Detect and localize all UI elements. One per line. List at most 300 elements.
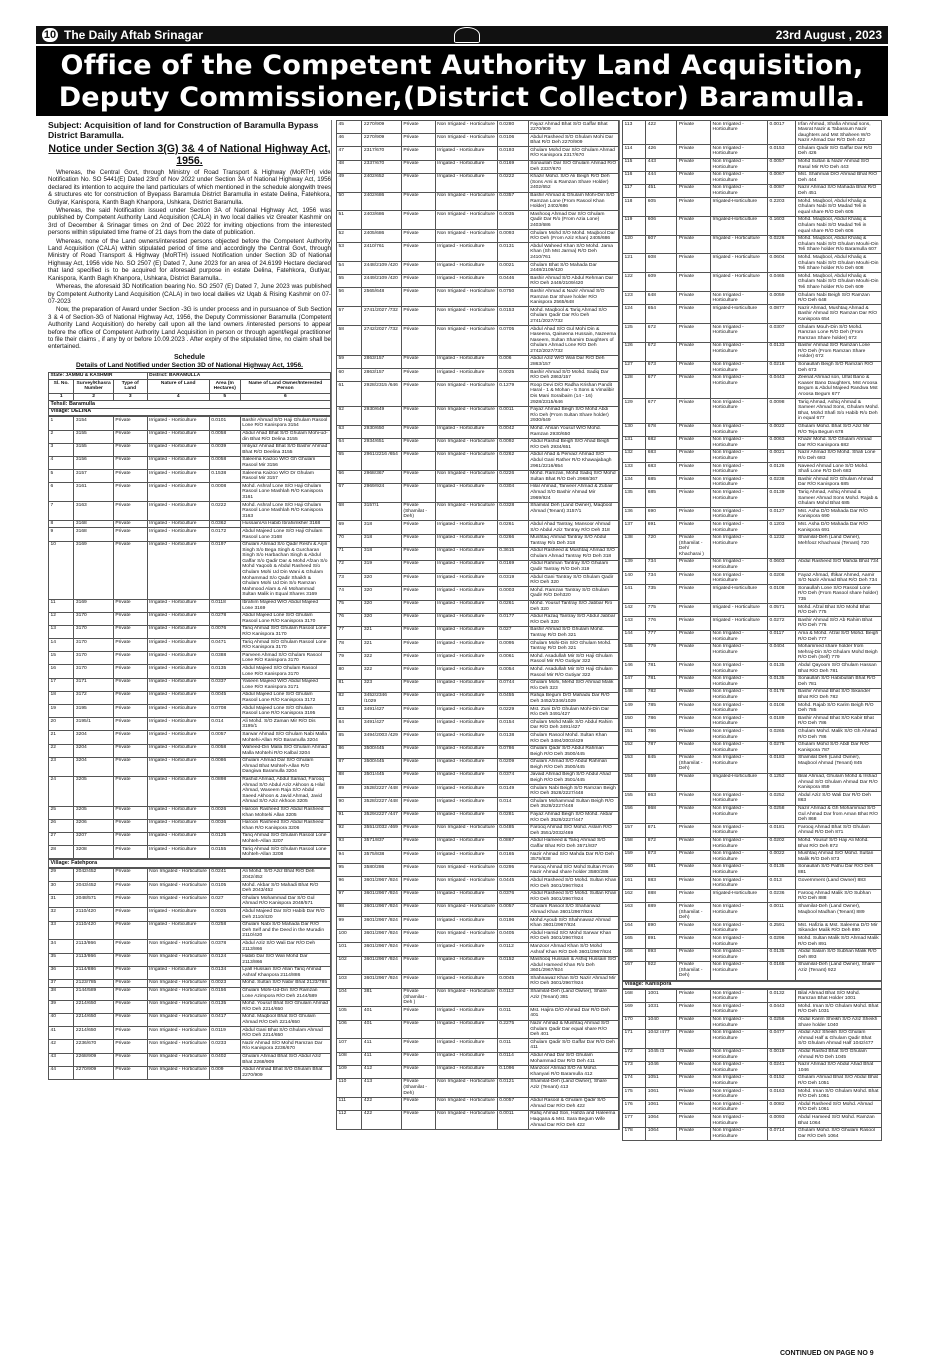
table-cell: Irrigated - Horticulture xyxy=(435,1020,497,1039)
table-cell: Abdul Hamid S/O Mohd Sarwar Khan R/O Deh 3601/2967/924 xyxy=(528,930,618,943)
table-cell: 321 xyxy=(362,640,401,653)
table-cell: Private xyxy=(401,956,435,975)
table-cell: Sonaullah S/O Pathu Dar R/O Deh 881 xyxy=(796,863,882,876)
table-cell: 0.0241 xyxy=(209,868,240,881)
table-cell: 2934/651 xyxy=(362,438,401,451)
table-cell: Non Irrigated - Horticulture xyxy=(711,792,768,805)
table-cell: 84 xyxy=(337,719,362,732)
table-cell: Tariq Ahmad, Ashiq Ahmad & Sameer Ahmad Sons, Ghulam Mohd. Bhat, Mohd Shafi S/o Habib R/o Deh in equal 677 xyxy=(796,399,882,423)
table-cell: 0.0138 xyxy=(497,732,528,745)
table-cell: 0.0443 xyxy=(768,374,796,398)
table-cell: Non Irrigated - Horticulture xyxy=(711,630,768,643)
table-cell: Abdul Hameed & Tariq Ahmad S/O Gaffar Bhat R/O Deh 3571/837 xyxy=(528,837,618,850)
table-row xyxy=(49,639,331,652)
table-row xyxy=(337,451,619,470)
table-cell: 16 xyxy=(49,665,74,678)
table-cell: Rashid Ahmad, Abdul Samad, Farooq Ahmad S/O Abdul Aziz Akhoon & Hilal Ahmad, Waseem Raja S/O Abdul Saeed Akhoon & Javid Ahmad, Javid Ahmad S/O Aziz Akhoon 3205 xyxy=(240,776,330,806)
table-cell: Non Irrigated - Horticulture xyxy=(711,145,768,158)
table-cell: Tariq Ahmad S/O Ghulam Rasool Lone Mohteh-Allan 3208 xyxy=(240,846,330,859)
table-cell: Irrigated - Horticulture xyxy=(435,275,497,288)
table-cell: Abdul Rasool & Ghulam Qadir S/O Ahmad Dar R/O Deh 422 xyxy=(528,1097,618,1110)
table-cell: 0.0262 xyxy=(497,451,528,470)
table-row xyxy=(337,988,619,1007)
table-cell: 42 xyxy=(49,1040,74,1053)
table-row xyxy=(623,675,882,688)
table-cell: Private xyxy=(677,824,711,837)
table-cell: Bashir Ahmad S/O Ramzan Lone R/O Deh (From Ramzan Share Holder) 672 xyxy=(796,342,882,361)
table-cell: 0.0477 xyxy=(768,1029,796,1048)
table-cell: 170 xyxy=(623,1016,646,1029)
table-row xyxy=(337,307,619,326)
table-cell: Private xyxy=(401,134,435,147)
table-cell: 3170 xyxy=(74,612,113,625)
table-cell: 0.0178 xyxy=(768,688,796,701)
table-cell: Private xyxy=(113,456,147,469)
table-cell: 89 xyxy=(337,785,362,798)
table-cell: Ghulam Mohi, Mehd S/O Ahmad Malik R/o Deh 323 xyxy=(528,679,618,692)
table-cell: 20 xyxy=(49,718,74,731)
table-cell: Irrigated - Horticulture xyxy=(147,705,209,718)
table-cell: 0.0295 xyxy=(497,864,528,877)
table-cell: 0.0362 xyxy=(209,520,240,528)
table-cell: 11 xyxy=(49,599,74,612)
table-cell: 0.0057 xyxy=(497,903,528,916)
table-row xyxy=(49,868,331,881)
table-cell: Mohd. Asadullah Mir S/O Haji Ghulam Rasool Mir R/O Gutiyar 322 xyxy=(528,666,618,679)
table-cell: 1040 xyxy=(646,1016,677,1029)
table-cell: 422 xyxy=(362,1110,401,1129)
schedule-table-header xyxy=(48,372,331,417)
table-cell: 119 xyxy=(623,216,646,235)
table-cell: 2113/866 xyxy=(74,953,113,966)
table-cell: Private xyxy=(401,483,435,502)
table-cell: 137 xyxy=(623,521,646,534)
table-cell: Private xyxy=(677,198,711,217)
column-number: 3 xyxy=(113,393,147,401)
table-cell: Manzoor Ahmad Khan S/O Mohd Ashraf Khan R/O Deh 3601/2967/924 xyxy=(528,943,618,956)
table-cell: Non Irrigated - Horticulture xyxy=(711,903,768,922)
table-row xyxy=(49,921,331,940)
table-cell: 0.0258 xyxy=(768,805,796,824)
table-cell: 2043/452 xyxy=(74,882,113,895)
table-cell: Non Irrigated - Horticulture xyxy=(711,184,768,197)
table-row xyxy=(623,890,882,903)
table-cell: Irrigated - Horticulture xyxy=(147,625,209,638)
table-cell: 0.0011 xyxy=(497,1110,528,1129)
table-cell: Irrigated - Horticulture xyxy=(147,691,209,704)
table-cell: Irrigated - Horticulture xyxy=(435,692,497,705)
table-row xyxy=(623,824,882,837)
table-cell: 0.0278 xyxy=(209,612,240,625)
table-cell: Abdul Gani Tantray S/O Ghulam Qadir R/O Deh 320 xyxy=(528,574,618,587)
schedule-table-col3-village3 xyxy=(622,981,882,990)
table-cell: Private xyxy=(677,1003,711,1016)
table-row xyxy=(623,198,882,217)
table-cell: Private xyxy=(401,307,435,326)
table-cell: 39 xyxy=(49,1000,74,1013)
table-cell: 786 xyxy=(646,728,677,741)
table-row xyxy=(337,134,619,147)
table-cell: Non Irrigated - Horticulture xyxy=(711,935,768,948)
table-cell: 0.0337 xyxy=(209,678,240,691)
table-cell: 109 xyxy=(337,1065,362,1078)
table-cell: 0.0061 xyxy=(497,653,528,666)
table-row xyxy=(337,1039,619,1052)
table-cell: Non Irrigated - Horticulture xyxy=(711,423,768,436)
table-cell: Private xyxy=(401,147,435,160)
table-row xyxy=(623,145,882,158)
table-cell: 0.0057 xyxy=(768,158,796,171)
table-row xyxy=(337,732,619,745)
table-row xyxy=(623,508,882,521)
table-cell: 782 xyxy=(646,688,677,701)
table-cell: 157 xyxy=(623,824,646,837)
table-row xyxy=(337,1065,619,1078)
table-cell: 0.0750 xyxy=(497,288,528,307)
continued-note: CONTINUED ON PAGE NO 9 xyxy=(780,1350,874,1357)
table-cell: Irrigated-Horticulture xyxy=(711,305,768,324)
table-cell: Private xyxy=(113,895,147,908)
table-cell: Shamilat-Deh (Land Owner), Share Aziz (Tenant) 381 xyxy=(528,988,618,1007)
table-cell: Sarwar Ahmad S/O Ghulam Nabi Malla Mohtehi-Allan R/O Baramulla 3204 xyxy=(240,731,330,744)
table-row xyxy=(623,604,882,617)
table-cell: 0.0183 xyxy=(768,754,796,773)
table-cell: Private xyxy=(677,361,711,374)
table-cell: Irrigated - Horticulture xyxy=(147,456,209,469)
table-cell: Tariq Ahmad S/O Ghulam Rasool Lone Mohteh-Allan 3207 xyxy=(240,832,330,845)
notice-subject: Subject: Acquisition of land for Construction of Baramulla Bypass District Baramulla. xyxy=(48,120,319,140)
table-cell: Abdul Qayoom S/O Ghulam Hassan Bhat R/O Deh 781 xyxy=(796,662,882,675)
table-cell: Ama & Mohd. Afzal S/O Mohd. Beigh R/O Deh 777 xyxy=(796,630,882,643)
table-cell: Irrigated - Horticulture xyxy=(435,719,497,732)
table-cell: Non Irrigated - Horticulture xyxy=(711,121,768,145)
table-row xyxy=(623,558,882,571)
table-cell: Irrigated - Horticulture xyxy=(435,160,497,173)
table-cell: 72 xyxy=(337,560,362,573)
table-cell: 2410/761 xyxy=(362,243,401,262)
table-row xyxy=(49,417,331,430)
notice-paragraph: Whereas, the aforesaid 3D Notification bearing No. SO 2507 (E) Dated 7, June 2023 was published by Competent Authority Land Acquisition (CALA) in two local dailies viz Uqab & Rising Kashmir on 07-07-2023 xyxy=(48,283,331,305)
page-number: 10 xyxy=(43,29,57,41)
table-cell: Non Irrigated - Horticulture xyxy=(711,1003,768,1016)
table-row xyxy=(337,173,619,192)
table-cell: Private xyxy=(401,626,435,639)
table-cell: Irrigated - Horticulture xyxy=(147,731,209,744)
table-cell: Private xyxy=(677,1088,711,1101)
table-cell: Private xyxy=(677,585,711,604)
table-cell: Private (Shamilat - Deh) xyxy=(677,903,711,922)
table-row xyxy=(623,922,882,935)
table-row xyxy=(623,863,882,876)
table-cell: 0.0172 xyxy=(209,528,240,541)
table-cell: Mohd. Sultan Malik S/O Ahmad Malik R/O Deh 891 xyxy=(796,935,882,948)
table-cell: Private xyxy=(677,935,711,948)
table-cell: Private xyxy=(677,922,711,935)
table-cell: Irrigated - Horticulture xyxy=(711,617,768,630)
table-cell: 1045 /3 xyxy=(646,1048,677,1061)
table-cell: 110 xyxy=(337,1078,362,1097)
table-row xyxy=(49,979,331,987)
table-cell: 7 xyxy=(49,502,74,521)
table-cell: Non Irrigated - Horticulture xyxy=(435,288,497,307)
table-cell: Irrigated-Horticulture xyxy=(711,216,768,235)
table-cell: Mohd. Akbar S/O Mahadi Bhat R/O Deh 2043/452 xyxy=(240,882,330,895)
table-row xyxy=(623,399,882,423)
table-cell: Non Irrigated - Horticulture xyxy=(435,1097,497,1110)
table-cell: Private xyxy=(677,254,711,273)
table-cell: Mohd. Iman S/O Ghulam Mohd. Bhat R/O Deh 1031 xyxy=(796,1003,882,1016)
table-cell: Naveed Ahmad Lone S/O Mohd. Shafi Lone R/O Deh 683 xyxy=(796,463,882,476)
table-cell: 55 xyxy=(337,275,362,288)
table-cell: Mohammed share holder from Mehraj-Din S/O Ghulam Mohd Beigh R/O Deh (Self) 779 xyxy=(796,643,882,662)
issue-date: 23rd August , 2023 xyxy=(775,28,882,42)
table-cell: Abdul Aziz Sheikh S/O Ghulam Ahmad Half & Ghulam Qadir Bhat S/O Ghulam Ahmad Half 1042/477 xyxy=(796,1029,882,1048)
table-row xyxy=(623,948,882,961)
table-cell: Ghulam Ahmad Bhat S/O Abdul Aziz Bhat 2268/909 xyxy=(240,1053,330,1066)
table-cell: 2214/650 xyxy=(74,1000,113,1013)
table-cell: Non Irrigated - Horticulture xyxy=(711,850,768,863)
table-cell: Irrigated - Horticulture xyxy=(435,917,497,930)
table-cell: Parveen Ahmad S/O Ghulam Rasool Lone R/O Kanispora 3170 xyxy=(240,652,330,665)
table-row xyxy=(623,1127,882,1140)
banner-line-2: Deputy Commissioner,(District Collector) Baramulla. xyxy=(58,82,866,113)
table-cell: Private xyxy=(401,890,435,903)
table-row xyxy=(337,262,619,275)
table-row xyxy=(337,160,619,173)
table-cell: 2449/2109 /420 xyxy=(362,275,401,288)
table-cell: Private xyxy=(677,675,711,688)
table-row xyxy=(623,643,882,662)
table-cell: Ghulam Nabi S/O Mahada Dar R/O Deh Self and the Deed in the Muradin 2110/420 xyxy=(240,921,330,940)
table-cell: 116 xyxy=(623,171,646,184)
table-cell: 0.0135 xyxy=(768,863,796,876)
table-cell: Irrigated - Horticulture xyxy=(435,745,497,758)
table-cell: 0.0135 xyxy=(768,675,796,688)
table-cell: Non Irrigated - Horticulture xyxy=(711,805,768,824)
table-cell: 685 xyxy=(646,489,677,508)
table-cell: 0.0025 xyxy=(209,908,240,921)
table-cell: 3208 xyxy=(74,846,113,859)
table-cell: Irrigated - Horticulture xyxy=(711,235,768,254)
table-cell: Private xyxy=(113,868,147,881)
column-header: Nature of Land xyxy=(147,380,209,393)
table-cell: 320 xyxy=(362,587,401,600)
table-cell: Abdul Ahad Bhat S/O Ghulam Mohi-ud-din Bhat R/O Delina 3155 xyxy=(240,430,330,443)
table-cell: 320 xyxy=(362,600,401,613)
table-cell: Private (Shamilat - Deh) xyxy=(401,1078,435,1097)
table-cell: Non Irrigated - Horticulture xyxy=(711,837,768,850)
table-cell: Private xyxy=(677,890,711,903)
notice-paragraph: Whereas, the Central Govt, through Ministry of Road Transport & Highway (MoRTH) vide Notification No. SO 5441(E) Dated 23rd of Nov 2022 under Section 3A of National Highway Act, 1956 declared its intention to acquire the land particulars of which mentioned in the schedule alongwith trees & structures etc for construction of Byepass Baramula District Baramulla in estate Delina, Fatehkora, Gutiyar, Kanispora, Kanth Bagh Khanpora, Ushkara, District Baramulla. xyxy=(48,169,331,206)
table-cell: 3601/2967 /924 xyxy=(362,975,401,988)
table-cell: 31 xyxy=(49,895,74,908)
table-cell: Abdul Rasheed & Mushtaq Ahmad S/O Ghulam Ahmad Tantray R/O Deh 318 xyxy=(528,547,618,560)
table-cell: 10 xyxy=(49,541,74,599)
table-cell: 0.0152 xyxy=(768,1074,796,1087)
table-cell: 0.3615 xyxy=(497,547,528,560)
table-cell: Tariq Ahmad, Ashiq Ahmad & Sameer Ahmad Sons Mohd. Rajab & Ghulam Mohd Bhat 685 xyxy=(796,489,882,508)
table-cell: 1031 xyxy=(646,1003,677,1016)
table-cell: 101 xyxy=(337,943,362,956)
table-cell: 98 xyxy=(337,903,362,916)
table-cell: Mohd. Ahsan Yousuf W/O Mohd. Ramzan 2930/650 xyxy=(528,425,618,438)
table-row xyxy=(337,745,619,758)
table-cell: 3172 xyxy=(74,691,113,704)
table-cell: Abdul Majeed Lone S/O Haji Ghulam Rasool Lone 3168 xyxy=(240,528,330,541)
table-cell: 115 xyxy=(623,158,646,171)
table-cell: 2968/367 xyxy=(362,470,401,483)
table-row xyxy=(49,456,331,469)
table-cell: 677 xyxy=(646,374,677,398)
table-cell: 0.0163 xyxy=(768,1088,796,1101)
table-row xyxy=(337,369,619,382)
table-row xyxy=(337,943,619,956)
table-cell: 92 xyxy=(337,824,362,837)
table-cell: Irrigated - Horticulture xyxy=(435,587,497,600)
table-cell: Irrigated - Horticulture xyxy=(147,612,209,625)
table-cell: 0.0057 xyxy=(497,1097,528,1110)
table-cell: Private xyxy=(113,806,147,819)
table-cell: Private xyxy=(113,417,147,430)
table-cell: Private (Shamilat - Deh/ Khacharai ) xyxy=(677,534,711,558)
table-cell: Irrigated - Horticulture xyxy=(435,369,497,382)
table-cell: Lyall Hussain S/O Allan Tariq Ahmad Ashraf Khanpora 2114/886 xyxy=(240,966,330,979)
table-cell: 0.1603 xyxy=(768,216,796,235)
column-header: Survey/Khasra Number xyxy=(74,380,113,393)
table-cell: 422 xyxy=(646,121,677,145)
table-cell: 0.0011 xyxy=(497,406,528,425)
table-cell: 3571/837 xyxy=(362,837,401,850)
table-cell: 444 xyxy=(646,171,677,184)
table-cell: Private xyxy=(401,451,435,470)
table-cell: Private xyxy=(401,917,435,930)
table-cell: Private xyxy=(113,1066,147,1079)
table-cell: Private xyxy=(677,792,711,805)
table-cell: Private xyxy=(677,741,711,754)
table-row xyxy=(337,890,619,903)
table-cell: 0.0153 xyxy=(497,307,528,326)
table-cell: Non Irrigated - Horticulture xyxy=(711,361,768,374)
table-cell: Private xyxy=(401,719,435,732)
table-cell: 672 xyxy=(646,342,677,361)
table-cell: 0.0021 xyxy=(497,262,528,275)
table-cell: 133 xyxy=(623,463,646,476)
table-cell: 0.0443 xyxy=(768,1003,796,1016)
table-cell: Private xyxy=(401,438,435,451)
table-cell: 322 xyxy=(362,653,401,666)
table-cell: Private xyxy=(401,560,435,573)
table-cell: Mohd Sultan & Nazir Ahmad S/O Rasul Mir R/O Deh 443 xyxy=(796,158,882,171)
table-cell: Private xyxy=(677,643,711,662)
table-cell: Ghulam Mohd. S/O Ghulam Rasool Dar R/O Deh 1064 xyxy=(796,1127,882,1140)
table-cell: Private xyxy=(677,1016,711,1029)
table-cell: 672 xyxy=(646,324,677,343)
table-cell: 54 xyxy=(337,262,362,275)
table-row xyxy=(337,211,619,230)
table-cell: Non Irrigated - Horticulture xyxy=(435,864,497,877)
table-cell: 0.0281 xyxy=(497,811,528,824)
table-cell: 64 xyxy=(337,438,362,451)
table-cell: Bashir Ahmad & Nazir Ahmad S/O Ramzan Dar Share holder R/O Kanispora 2565/648 xyxy=(528,288,618,307)
table-row xyxy=(49,705,331,718)
table-cell: Non Irrigated - Horticulture xyxy=(435,1110,497,1129)
table-cell: Abdul Ahad Tantray, Mansoor Ahmad S/O Abdul Aziz Tantray R/O Deh 318 xyxy=(528,521,618,534)
table-cell: 922 xyxy=(646,961,677,980)
table-cell: 0.0131 xyxy=(497,243,528,262)
table-cell: 0.2591 xyxy=(768,922,796,935)
table-cell: 2969/924 xyxy=(362,483,401,502)
table-row xyxy=(337,1020,619,1039)
table-row xyxy=(49,1013,331,1026)
table-row xyxy=(337,243,619,262)
table-cell: 1042 /477 xyxy=(646,1029,677,1048)
table-cell: Mohd. Maqbool, Abdul Khaliq & Ghulam Nabi S/O Madad Teli in equal share R/O Deh 605 xyxy=(796,198,882,217)
table-cell: 3170 xyxy=(74,665,113,678)
table-cell: Yaseen Majeed W/O Abdul Majeed Lone R/O Kanispora 3171 xyxy=(240,678,330,691)
table-row xyxy=(623,961,882,980)
table-cell: Non Irrigated - Horticulture xyxy=(711,948,768,961)
table-row xyxy=(49,819,331,832)
table-cell: Irrigated - Horticulture xyxy=(147,819,209,832)
table-row xyxy=(337,574,619,587)
table-cell: Abdul Rasheed S/O Mohd. Sultan Khan R/O Deh 3601/2967/924 xyxy=(528,877,618,890)
table-cell: Ali Mohd. S/O Aziz Bhat R/O Deh 2042/452 xyxy=(240,868,330,881)
table-cell: Irrigated - Horticulture xyxy=(435,1039,497,1052)
table-cell: 174 xyxy=(623,1074,646,1087)
table-cell: Abdul Rashid Bhat S/O Ghulam Ahmad R/O Deh 1045 xyxy=(796,1048,882,1061)
table-cell: 735 xyxy=(646,585,677,604)
table-cell: Private xyxy=(113,612,147,625)
table-cell: 0.0604 xyxy=(768,254,796,273)
table-cell: 3491/427 xyxy=(362,706,401,719)
table-cell: 868 xyxy=(646,805,677,824)
table-cell: Mohd. Maqbool, Abdul Khaliq & Ghulam Nabi S/O Ghulam Mouhi-Din Teli Share holder R/o Deh 608 xyxy=(796,254,882,273)
table-cell: Private xyxy=(677,728,711,741)
table-cell: 0.0003 xyxy=(497,587,528,600)
table-cell: Private xyxy=(401,369,435,382)
table-cell: Non Irrigated - Horticulture xyxy=(147,1000,209,1013)
table-cell: 124 xyxy=(623,305,646,324)
table-cell: Abdul Ahad & Pervaiz Ahmad S/O Abdul Gani Rather R/O Khawajabagh 2961/2216/654 xyxy=(528,451,618,470)
table-row xyxy=(623,254,882,273)
table-cell: Private xyxy=(677,877,711,890)
table-cell: Private xyxy=(401,1039,435,1052)
table-cell: 35 xyxy=(49,953,74,966)
table-cell: Non Irrigated - Horticulture xyxy=(435,438,497,451)
table-cell: Ghulam Ahmad S/O Abdul Rahman Beigh R/O Deh 3500/445 xyxy=(528,758,618,771)
table-cell: 0.0054 xyxy=(497,666,528,679)
table-cell: 2110/420 xyxy=(74,921,113,940)
table-cell: 3580/286 xyxy=(362,864,401,877)
table-cell: Mst. Zuni D/O Ghulam Mohi-Din Dar R/o Deh 3491/427 xyxy=(528,706,618,719)
table-cell: 0.0222 xyxy=(209,502,240,521)
header-left xyxy=(42,28,203,42)
table-cell: 140 xyxy=(623,572,646,585)
schedule-table-col1-village2 xyxy=(48,859,331,868)
table-cell: Non Irrigated - Horticulture xyxy=(711,436,768,449)
table-cell: 40 xyxy=(49,1013,74,1026)
table-cell: 0.0139 xyxy=(768,489,796,508)
table-cell: Irrigated - Horticulture xyxy=(435,574,497,587)
table-cell: 0.0196 xyxy=(497,917,528,930)
table-cell: Private xyxy=(401,785,435,798)
table-cell: Habib Dar S/O Wali Mohd Dar 2113/866 xyxy=(240,953,330,966)
table-cell: Irrigated - Horticulture xyxy=(435,243,497,262)
table-cell: Non Irrigated - Horticulture xyxy=(711,489,768,508)
table-cell: 172 xyxy=(623,1048,646,1061)
table-cell: 3170 xyxy=(74,652,113,665)
district-label: District: BARAMULLA xyxy=(147,372,330,380)
